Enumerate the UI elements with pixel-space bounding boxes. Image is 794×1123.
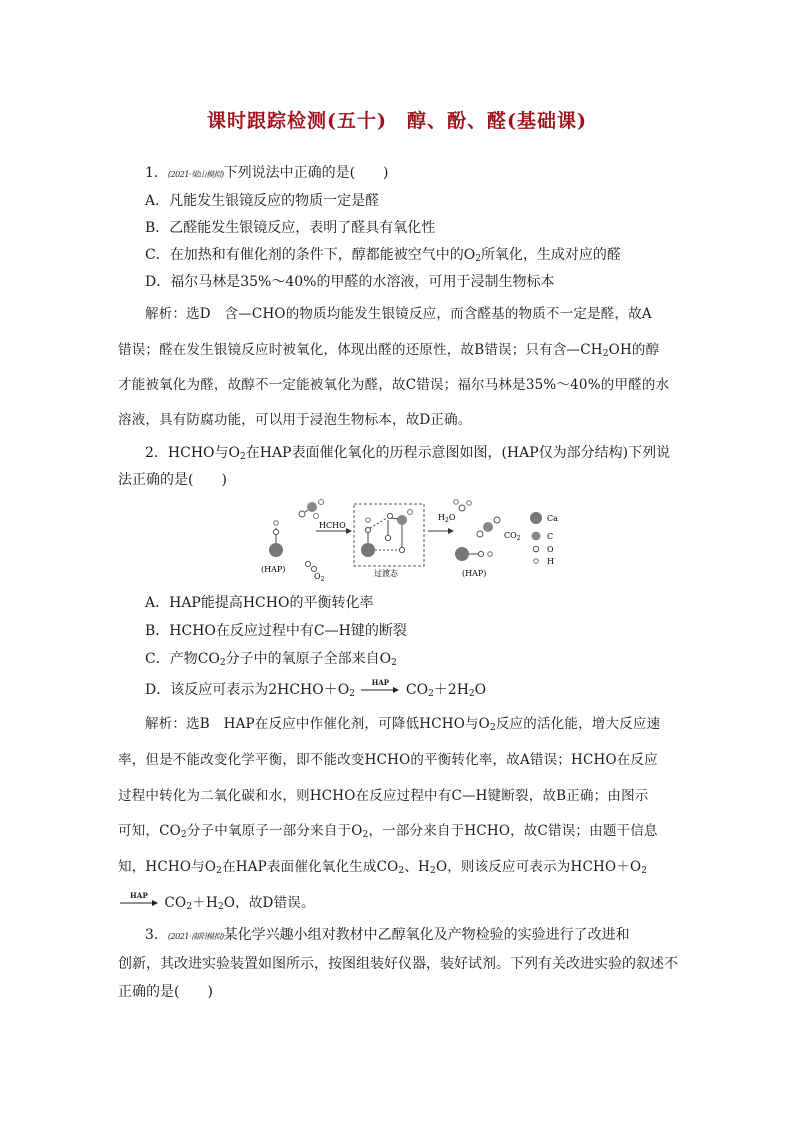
option-c: C．在加热和有催化剂的条件下，醇都能被空气中的$O_2$所氧化，生成对应的醛 bbox=[145, 247, 621, 264]
analysis-line: 才能被氧化为醛，故醇不一定能被氧化为醛，故C错误；福尔马林是35%～40%的甲醛的水 bbox=[118, 377, 670, 393]
option-a: A．凡能发生银镜反应的物质一定是醛 bbox=[145, 193, 380, 209]
hcho-label: HCHO bbox=[319, 521, 346, 530]
svg-text:C: C bbox=[547, 532, 554, 541]
ca-atom bbox=[269, 543, 283, 557]
question-3-stem: 3．(2021·南阳模拟)某化学兴趣小组对教材中乙醇氧化及产物检验的实验进行了改进和 bbox=[145, 927, 630, 943]
question-source: (2021·南阳模拟) bbox=[167, 932, 224, 941]
option-a: A．HAP能提高HCHO的平衡转化率 bbox=[145, 595, 374, 611]
analysis-line: 错误；醛在发生银镜反应时被氧化，体现出醛的还原性，故B错误；只有含$—CH_2OH$的醇 bbox=[118, 342, 660, 359]
page-title: 课时跟踪检测(五十) 醇、酚、醛(基础课) bbox=[207, 110, 587, 132]
o2-label: $O_2$ bbox=[314, 572, 325, 583]
question-1-stem bbox=[145, 164, 715, 184]
analysis-line: 过程中转化为二氧化碳和水，则HCHO在反应过程中有C—H键断裂，故B正确；由图示 bbox=[118, 788, 649, 804]
analysis-line: HAP $CO_2+H_2O$，故D错误。 bbox=[118, 894, 688, 912]
option-b: B．乙醛能发生银镜反应，表明了醛具有氧化性 bbox=[145, 220, 436, 236]
svg-text:O: O bbox=[547, 545, 554, 554]
question-number: 1． bbox=[145, 165, 168, 181]
co2-label: $CO_2$ bbox=[504, 531, 521, 542]
question-2-stem-cont: 法正确的是( ) bbox=[118, 472, 227, 488]
svg-text:Ca: Ca bbox=[547, 514, 558, 523]
analysis-line: 率，但是不能改变化学平衡，即不能改变HCHO的平衡转化率，故A错误；HCHO在反应 bbox=[118, 752, 658, 768]
option-c: C．产物$CO_2$分子中的氧原子全部来自$O_2$ bbox=[145, 651, 397, 668]
hap-label-left: (HAP) bbox=[261, 565, 286, 574]
catalyst-arrow: HAP bbox=[118, 896, 160, 908]
option-d: D．福尔马林是35%～40%的甲醛的水溶液，可用于浸制生物标本 bbox=[145, 274, 555, 290]
hap-label-right: (HAP) bbox=[462, 569, 487, 578]
h2o-label: $H_2O$ bbox=[438, 513, 456, 524]
option-b: B．HCHO在反应过程中有C—H键的断裂 bbox=[145, 623, 407, 639]
question-source: (2021·梁山模拟) bbox=[167, 170, 224, 179]
reaction-mechanism-diagram bbox=[256, 494, 576, 586]
catalyst-arrow: HAP bbox=[359, 683, 401, 695]
analysis-line: 知，HCHO与$O_2$在HAP表面催化氧化生成$CO_2$、$H_2O$，则该反应可表示为$HCHO+O_2$ bbox=[118, 859, 648, 876]
analysis-line: 解析：选D 含—CHO的物质均能发生银镜反应，而含醛基的物质不一定是醛，故A bbox=[145, 306, 652, 322]
analysis-line: 溶液，具有防腐功能，可以用于浸泡生物标本，故D正确。 bbox=[118, 412, 472, 428]
transition-label: 过渡态 bbox=[374, 569, 398, 578]
analysis-line: 可知，$CO_2$分子中氧原子一部分来自于$O_2$，一部分来自于HCHO，故C错误；由题干信息 bbox=[118, 823, 658, 840]
question-text: 下列说法中正确的是( ) bbox=[223, 165, 389, 181]
question-3-stem-cont: 创新，其改进实验装置如图所示，按图组装好仪器，装好试剂。下列有关改进实验的叙述不 bbox=[118, 956, 678, 972]
svg-text:H: H bbox=[547, 557, 554, 566]
question-3-stem-cont: 正确的是( ) bbox=[118, 984, 213, 1000]
analysis-line: 解析：选B HAP在反应中作催化剂，可降低HCHO与$O_2$反应的活化能，增大反应速 bbox=[145, 716, 661, 733]
question-2-stem: 2．HCHO与$O_2$在HAP表面催化氧化的历程示意图如图，(HAP仅为部分结构)下列说 bbox=[145, 445, 671, 462]
option-d: D．该反应可表示为$2HCHO+O_2$ HAP $CO_2+2H_2O$ bbox=[145, 678, 487, 699]
